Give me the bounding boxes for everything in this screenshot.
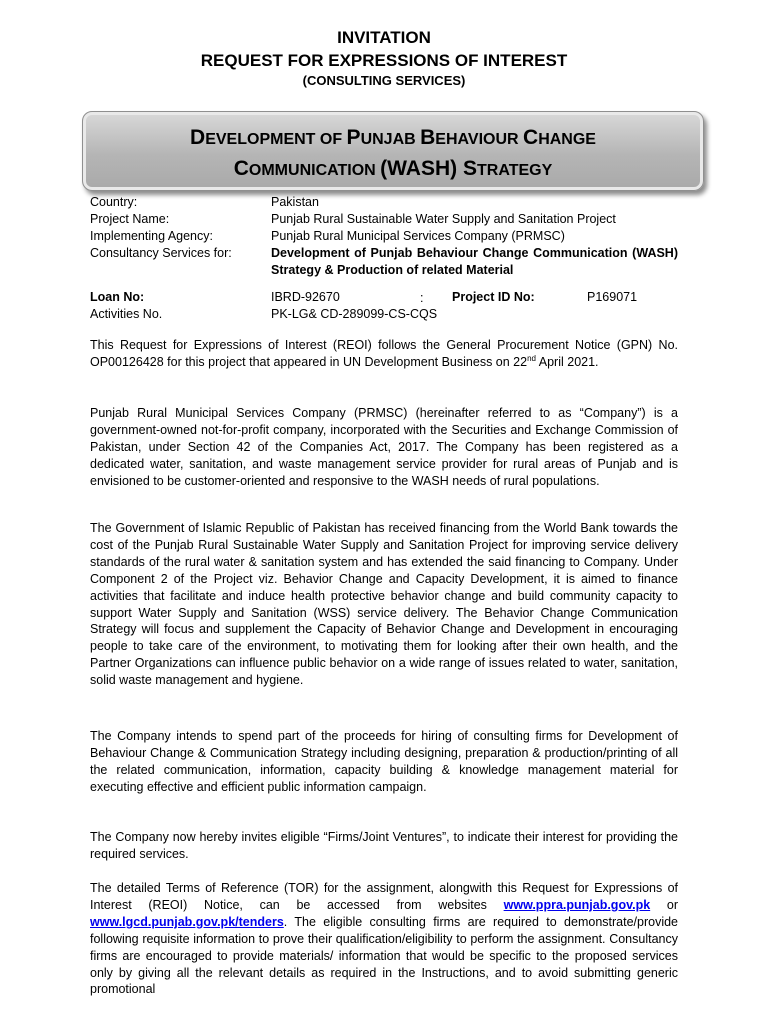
activities-no-value: PK-LG& CD-289099-CS-CQS (271, 307, 438, 321)
banner-word-rest: OMMUNICATION (248, 162, 381, 179)
title-banner (82, 111, 704, 191)
project-id-label: Project ID No: (452, 290, 535, 304)
ordinal-suffix: nd (527, 353, 536, 363)
banner-word-cap: C (523, 126, 539, 149)
project-name-value: Punjab Rural Sustainable Water Supply and Sanitation Project (271, 212, 616, 226)
banner-word-cap: P (346, 126, 361, 149)
paragraph-gpn (90, 337, 678, 371)
lgcd-tenders-link[interactable]: www.lgcd.punjab.gov.pk/tenders (90, 914, 284, 929)
project-id-value: P169071 (587, 290, 638, 304)
banner-word-rest: UNJAB (360, 131, 421, 148)
country-value: Pakistan (271, 195, 319, 209)
paragraph-tor-text: The detailed Terms of Reference (TOR) for the assignment, alongwith this Request for Expressions of Interest (REOI) Notice, can be accessed from websites (90, 881, 678, 912)
paragraph-hiring-intent: The Company intends to spend part of the proceeds for hiring of consulting firms for Development of Behaviour Change & Communication Strategy including designing, preparation & production/printing of all the related communication, information, capacity building & knowledge management material for executing effective and efficient public information campaign. (90, 729, 678, 794)
banner-word-rest: EHAVIOUR (435, 131, 524, 148)
reoi-heading: REQUEST FOR EXPRESSIONS OF INTEREST (200, 51, 568, 70)
banner-word-cap: B (420, 126, 436, 149)
paragraph-tor-continued: . The eligible consulting firms are required to demonstrate/provide following requisite information to prove their qualification/eligibility to perform the assignment. Consultancy firms are encouraged to provide materials/ information that would be specific to the proposed services only by giving all the relevant details as required in the Instructions, and to avoid submitting generic promotional (90, 914, 678, 997)
paragraph-gpn-text: This Request for Expressions of Interest (REOI) follows the General Procurement Notice (GPN) No. OP00126428 for this project that appeared in UN Development Business on 22 (90, 338, 678, 369)
banner-word-cap: D (190, 126, 206, 149)
banner-word-cap: (WASH) (380, 157, 463, 180)
banner-word-cap: S (462, 157, 477, 180)
invitation-heading: INVITATION (337, 28, 431, 47)
banner-word-cap: C (233, 157, 249, 180)
banner-word-rest: HANGE (538, 131, 596, 148)
paragraph-gpn-date: April 2021. (535, 354, 599, 369)
consultancy-services-label: Consultancy Services for: (90, 246, 232, 260)
loan-no-label: Loan No: (90, 290, 145, 304)
implementing-agency-label: Implementing Agency: (90, 229, 213, 243)
banner-title-line-1 (83, 123, 703, 154)
banner-title-line-2 (83, 154, 703, 185)
implementing-agency-value: Punjab Rural Municipal Services Company (PRMSC) (271, 229, 565, 243)
activities-no-label: Activities No. (90, 307, 163, 321)
paragraph-tor (90, 880, 678, 998)
banner-word-rest: EVELOPMENT OF (205, 131, 347, 148)
paragraph-company-profile: Punjab Rural Municipal Services Company (PRMSC) (hereinafter referred to as “Company”) is a government-owned not-for-profit company, incorporated with the Securities and Exchange Commission of Pakistan, under Section 42 of the Companies Act, 2017. The Company has been registered as a dedicated water, sanitation, and waste management service provider for rural areas of Punjab and is envisioned to be customer-oriented and responsive to the WASH needs of rural populations. (90, 406, 678, 488)
ppra-website-link[interactable]: www.ppra.punjab.gov.pk (503, 897, 651, 912)
banner-word-rest: TRATEGY (477, 162, 553, 179)
consulting-services-subheading: (CONSULTING SERVICES) (302, 73, 466, 88)
paragraph-tor-or: or (650, 897, 678, 912)
project-name-label: Project Name: (90, 212, 170, 226)
loan-no-value: IBRD-92670 (271, 290, 340, 304)
consultancy-services-value: Development of Punjab Behaviour Change Communication (WASH) Strategy & Production of related Material (271, 246, 678, 277)
paragraph-invitation: The Company now hereby invites eligible “Firms/Joint Ventures”, to indicate their interest for providing the required services. (90, 830, 678, 861)
field-separator: : (420, 291, 424, 305)
country-label: Country: (90, 195, 138, 209)
paragraph-financing: The Government of Islamic Republic of Pakistan has received financing from the World Bank towards the cost of the Punjab Rural Sustainable Water Supply and Sanitation Project for improving service delivery standards of the rural water & sanitation system and has extended the said financing to Company. Under Component 2 of the Project viz. Behavior Change and Capacity Development, it is aimed to finance activities that facilitate and induce health protective behavior change and build community capacity to support Water Supply and Sanitation (WSS) service delivery. The Behavior Change Communication Strategy will focus and supplement the Capacity of Behavior Change and Development in encouraging people to take care of the environment, to motivating them for looking after their own health, and the Partner Organizations can influence public behavior on a wide range of issues related to water, sanitation, solid waste management and hygiene. (90, 521, 678, 688)
